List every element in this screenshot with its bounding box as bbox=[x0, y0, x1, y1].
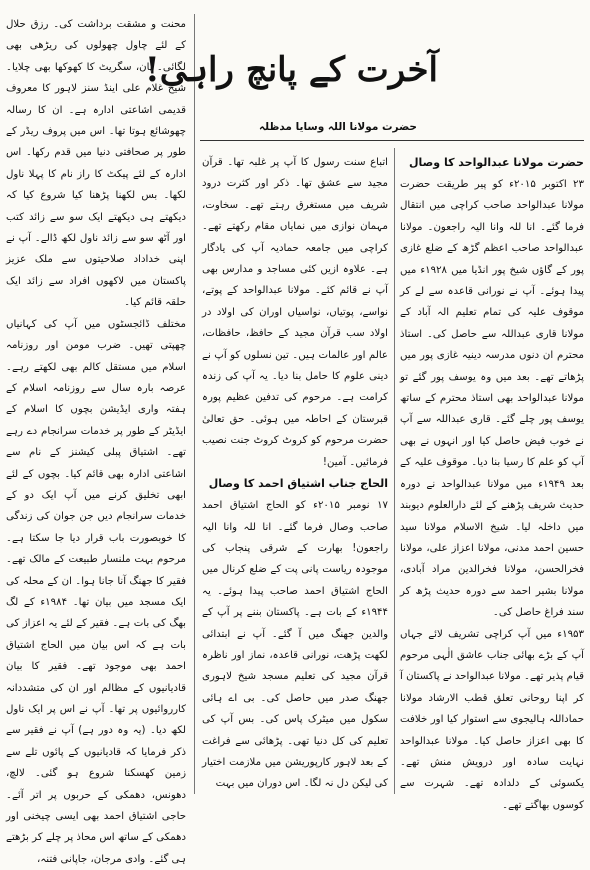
subheading-maulana: حضرت مولانا عبدالواحد کا وصال bbox=[408, 156, 584, 169]
column-right bbox=[400, 152, 584, 811]
paragraph: ۱۹۵۳ء میں آپ کراچی تشریف لائے جہاں آپ کے بڑے بھائی جناب عاشق الٰہی مرحوم قیام پذیر تھے۔ مولانا عبدالواحد نے پاکستان آ کر اپنا روحانی تعلق قطب الارشاد مولانا حماداللہ ہالیجوی سے استوار کیا اور خلافت کا بھی اعزاز حاصل کیا۔ مولانا عبدالواحد نہایت سادہ اور درویش منش تھے۔ یکسوئی کے دلدادہ تھے۔ شہرت سے کوسوں بھاگتے تھے۔ bbox=[400, 628, 584, 811]
subheading-ishtiaq: الحاج جناب اشتیاق احمد کا وصال bbox=[208, 477, 388, 491]
paragraph: مختلف ڈائجسٹوں میں آپ کی کہانیاں چھپتی تھیں۔ ضرب مومن اور روزنامہ اسلام میں مستقل کالم بھی لکھتے رہے۔ عرصہ بارہ سال سے روزنامہ اسلام کے ہفتہ واری ایڈیشن بچوں کا اسلام کے ایڈیٹر کے طور پر خدمات سرانجام دے رہے تھے۔ اشتیاق پبلی کیشنز کے نام سے اشاعتی ادارہ بھی قائم کیا۔ بچوں کے لئے ابھی تخلیق کرنے میں آپ ایک دو کے خدمات سرانجام دیں جن جوان کی زندگی کا خوبصورت باب قرار دیا جا سکتا ہے۔ مرحوم بہت ملنسار طبیعت کے مالک تھے۔ فقیر کا جھنگ آنا جانا ہوا۔ ان کے محلہ کی ایک مسجد میں بیان تھا۔ ۱۹۸۴ء کے لگ بھگ کی بات ہے۔ فقیر کے لئے یہ اعزاز کی بات ہے کہ اس بیان میں الحاج اشتیاق احمد بھی موجود تھے۔ فقیر کا بیان قادیانیوں کے مظالم اور ان کی متشددانہ کارروائیوں پر تھا۔ آپ نے اس پر ایک ناول لکھ دیا۔ (یہ وہ دور ہے) آپ نے فقیر سے ذکر فرمایا کہ قادیانیوں کے پائوں تلے سے زمین کھسکنا شروع ہو گئی۔ لالچ، دھونس، دھمکی کے حربوں پر اتر آئے۔ حاجی اشتیاق احمد بھی ایسی چیخنی اور دھمکی کے ساتھ اس محاذ پر چلے کر بڑھتے ہی گئے۔ وادی مرجان، جاپانی فتنہ، bbox=[6, 318, 186, 865]
header-rule bbox=[200, 140, 584, 141]
paragraph: ۲۳ اکتوبر ۲۰۱۵ء کو پیر طریقت حضرت مولانا عبدالواحد صاحب کراچی میں انتقال فرما گئے۔ انا للہ وانا الیہ راجعون۔ مولانا عبدالواحد صاحب اعظم گڑھ کے ضلع غازی پور کے گاؤں شیخ پور انڈیا میں ۱۹۲۸ء میں پیدا ہوئے۔ آپ نے نورانی قاعدہ سے لے کر موقوف علیہ کی تمام تعلیم الہ آباد کے مولانا قاری عبداللہ سے حاصل کی۔ استاذ محترم ان دنوں مدرسہ دینیہ غازی پور میں پڑھاتے تھے۔ بعد میں وہ یوسف پور گئے تو مولانا عبدالواحد بھی استاذ محترم کے ساتھ یوسف پور چلے گئے۔ قاری عبداللہ سے آپ نے خوب فیض حاصل کیا اور انہوں نے بھی آپ کو علم کا رسیا بنا دیا۔ موقوف علیہ کے بعد ۱۹۴۹ء میں مولانا عبدالواحد نے دورہ حدیث شریف پڑھنے کے لئے دارالعلوم دیوبند میں داخلہ لیا۔ شیخ الاسلام مولانا سید حسین احمد مدنی، مولانا اعزاز علی، مولانا فخرالحسن، مولانا فخرالدین مراد آبادی، مولانا بشیر احمد سے دورہ حدیث پڑھ کر سند فراغ حاصل کی۔ bbox=[400, 179, 584, 619]
paragraph: محنت و مشقت برداشت کی۔ رزق حلال کے لئے چاول چھولوں کی ریڑھی بھی لگائی۔ پان، سگریٹ کا کھوکھا بھی چلایا۔ شیخ غلام علی اینڈ سنز لاہور کا معروف قدیمی اشاعتی ادارہ ہے۔ ان کا رسالہ چھوشائع ہوتا تھا۔ اس میں پروف ریڈر کے طور پر صحافتی دنیا میں قدم رکھا۔ اس ادارہ کے لئے پیکٹ کا راز نام کا پہلا ناول لکھا۔ بس لکھنا پڑھنا کیا شروع کیا کہ دیکھتے ہی دیکھتے ایک سو سے زائد کتب اور آٹھ سو سے زائد ناول لکھ ڈالے۔ آپ نے اپنی خداداد صلاحیتوں سے ملک عزیز پاکستان میں لاکھوں افراد سے زائد ایک حلقہ قائم کیا۔ bbox=[6, 19, 186, 309]
column-divider bbox=[394, 148, 395, 794]
paragraph: ۱۷ نومبر ۲۰۱۵ء کو الحاج اشتیاق احمد صاحب وصال فرما گئے۔ انا للہ وانا الیہ راجعون! بھارت کے شرقی پنجاب کی موجودہ ریاست پانی پت کے ضلع کرنال میں الحاج اشتیاق احمد صاحب پیدا ہوئے۔ یہ ۱۹۴۴ء کے بات ہے۔ پاکستان بننے پر آپ کے والدین جھنگ میں آ گئے۔ آپ نے ابتدائی لکھت پڑھت، نورانی قاعدہ، نماز اور ناظرہ قرآن مجید کی تعلیم مسجد شیخ لاہوری جھنگ صدر میں حاصل کی۔ بی اے ہائی سکول میں میٹرک پاس کی۔ بس آپ کی تعلیم کی کل دنیا تھی۔ پڑھائی سے فراغت کے بعد لاہور کارپوریشن میں ملازمت اختیار کی لیکن دل نہ لگا۔ اس دوران میں بہت bbox=[202, 500, 389, 790]
paragraph: اتباع سنت رسول کا آپ پر غلبہ تھا۔ قرآن مجید سے عشق تھا۔ ذکر اور کثرت درود شریف میں مستغرق رہتے تھے۔ سخاوت، مہمان نوازی میں نمایاں مقام رکھتے تھے۔ کراچی میں جامعہ حمادیہ آپ کی یادگار ہے۔ علاوہ ازیں کئی مساجد و مدارس بھی آپ نے قائم کئے۔ مولانا عبدالواحد کے پوتے، نواسے، پوتیاں، نواسیاں اوران کی اولاد در اولاد سب قرآن مجید کے حافظ، حافظات، عالم اور عالمات ہیں۔ تین نسلوں کو آپ نے دینی علوم کا حامل بنا دیا۔ یہ آپ کی زندہ کرامت ہے۔ مرحوم کی تدفین عظیم پورہ قبرستان کے احاطہ میں ہوئی۔ حق تعالیٰ حضرت مرحوم کو کروٹ کروٹ جنت نصیب فرمائیں۔ آمین! bbox=[202, 157, 388, 468]
byline: حضرت مولانا اللہ وسایا مدظلہ bbox=[259, 121, 417, 133]
column-left bbox=[6, 14, 186, 865]
column-divider bbox=[194, 14, 195, 794]
headline: آخرت کے پانچ راہی! bbox=[144, 50, 438, 90]
column-middle bbox=[202, 152, 388, 792]
